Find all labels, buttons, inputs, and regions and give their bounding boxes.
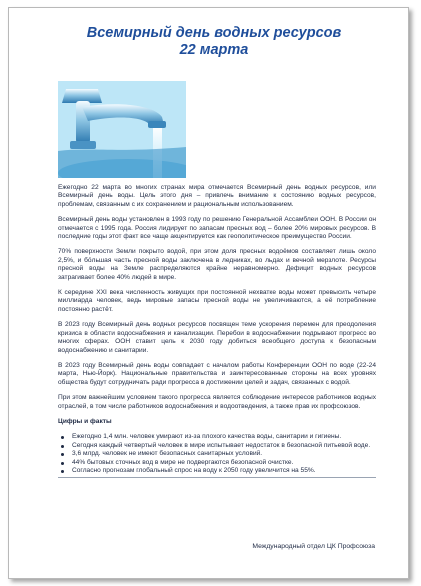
divider (58, 477, 376, 478)
paragraph: Всемирный день воды установлен в 1993 году по решению Генеральной Ассамблеи ООН. В России он отмечается с 1995 года. Россия лидирует по запасам пресных вод – более 20% мировых ресурсов. В последние годы этот факт все чаще акцентируется как геополитическое преимущество России. (58, 216, 376, 241)
list-item: Сегодня каждый четвертый человек в мире испытывает недостаток в безопасной питьевой воде. (72, 442, 376, 450)
list-item: Согласно прогнозам глобальный спрос на воду к 2050 году увеличится на 55%. (72, 467, 376, 475)
title-line-1: Всемирный день водных ресурсов (86, 25, 342, 41)
paragraph: К середине XXI века численность живущих при постоянной нехватке воды может превысить четыре миллиарда человек, ведь мировые запасы пресной воды не увеличиваются, а её потребление постоянно растёт. (58, 289, 376, 313)
facts-list (58, 433, 376, 475)
water-tap-image (58, 81, 186, 178)
paragraph: В 2023 году Всемирный день водных ресурсов посвящен теме ускорения перемен для преодоления кризиса в области водоснабжения и канализации. Перебои в водоснабжении подрывают прогресс во многих сферах. ООН ставит цель к 2030 году добиться всеобщего доступа к безопасным водоснабжению и санитарии. (58, 321, 376, 354)
page-title (49, 25, 379, 59)
paragraph: В 2023 году Всемирный день воды совпадает с началом работы Конференции ООН по воде (22-24 марта, Нью-Йорк). Национальные правительства и заинтересованные стороны на всех уровнях общества будут сотрудничать ради прогресса в достижении целей и задач, связанных с водой. (58, 361, 376, 386)
list-item: 44% бытовых сточных вод в мире не подвергаются безопасной очистке. (72, 459, 376, 467)
facts-heading: Цифры и факты (58, 417, 112, 425)
title-line-2: 22 марта (179, 42, 249, 58)
paragraph: При этом важнейшим условием такого прогресса является соблюдение интересов работников водных отраслей, в том числе работников водоснабжения и водоотведения, а также прав их профсоюзов. (58, 394, 376, 410)
document-page (8, 7, 409, 579)
list-item: 3,6 млрд. человек не имеют безопасных санитарных условий. (72, 450, 376, 458)
paragraph: Ежегодно 22 марта во многих странах мира отмечается Всемирный день водных ресурсов, или Всемирный день воды. Цель этого дня – привлечь внимание к состоянию водных ресурсов, проблемам, связанным с их сохранением и рациональным использованием. (58, 184, 376, 208)
signature: Международный отдел ЦК Профсоюза (252, 543, 375, 550)
faucet-illustration (58, 81, 186, 178)
paragraph: 70% поверхности Земли покрыто водой, при этом доля пресных водоёмов составляет лишь около 2,5%, и бо́льшая часть пресной воды заключена в ледниках, во льдах и вечной мерзлоте. Ресурсы пресной воды на Земле распределяются крайне неравномерно. Дефицит водных ресурсов затрагивает более 40% людей в мире. (58, 248, 376, 281)
list-item: Ежегодно 1,4 млн. человек умирают из-за плохого качества воды, санитарии и гигиены. (72, 433, 376, 441)
article-body (58, 184, 376, 478)
